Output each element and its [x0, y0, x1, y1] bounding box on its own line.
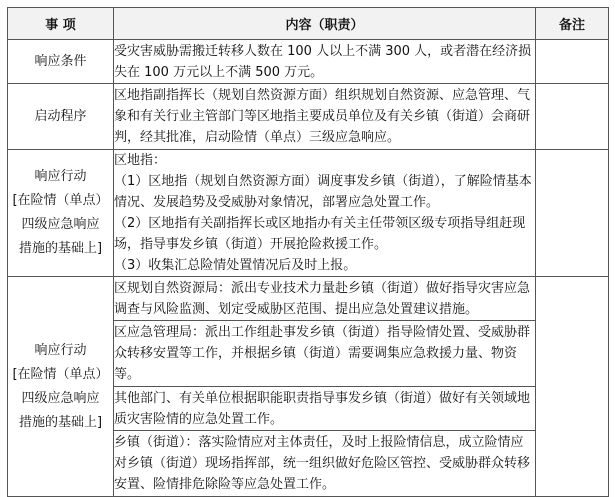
- row-key-start: 启动程序: [8, 84, 114, 150]
- row-note-action1: [536, 150, 609, 277]
- row-content-action2-item1: 区规划自然资源局：派出专业技术力量赴乡镇（街道）做好指导灾害应急调查与风险监测、划定受威胁区范围、提出应急处置建议措施。: [114, 277, 536, 321]
- key-line: 措施的基础上]: [18, 241, 103, 256]
- key-line: 措施的基础上]: [18, 414, 103, 430]
- row-key-action2: [8, 277, 114, 497]
- row-key-action1: [8, 150, 114, 277]
- row-content-action1: [114, 150, 536, 277]
- content-line: （3）收集汇总险情处置情况后及时上报。: [114, 258, 357, 273]
- row-note-start: [536, 84, 609, 150]
- key-line: 四级应急响应: [21, 217, 100, 232]
- header-item: 事 项: [8, 8, 114, 40]
- row-content-action2-item3: 其他部门、有关单位根据职能职责指导事发乡镇（街道）做好有关领域地质灾害险情的应急处置工作。: [114, 387, 536, 431]
- header-row: [8, 8, 609, 40]
- key-line: 响应行动: [34, 169, 87, 184]
- header-note: 备注: [536, 8, 609, 40]
- key-line: [在险情（单点）: [12, 366, 109, 382]
- row-note-action2: [536, 277, 609, 497]
- row-content-start: 区地指副指挥长（规划自然资源方面）组织规划自然资源、应急管理、气象和有关行业主管部门等区地指主要成员单位及有关乡镇（街道）会商研判，经其批准，启动险情（单点）三级应急响应。: [114, 84, 536, 150]
- row-content-action2-item4: 乡镇（街道）：落实险情应对主体责任，及时上报险情信息，成立险情应对乡镇（街道）现场指挥部，统一组织做好危险区管控、受威胁群众转移安置、险情排危除险等应急处置工作。: [114, 431, 536, 497]
- key-line: 四级应急响应: [21, 390, 100, 406]
- header-content: 内容（职责）: [114, 8, 536, 40]
- table-row: [8, 84, 609, 150]
- key-line: [在险情（单点）: [12, 193, 109, 208]
- response-table: [7, 7, 609, 497]
- row-key-condition: 响应条件: [8, 40, 114, 84]
- row-content-action2-item2: 区应急管理局：派出工作组赴事发乡镇（街道）指导险情处置、受威胁群众转移安置等工作，并根据乡镇（街道）需要调集应急救援力量、物资等。: [114, 321, 536, 387]
- content-line: 区地指：: [114, 153, 167, 168]
- row-note-condition: [536, 40, 609, 84]
- content-line: （2）区地指有关副指挥长或区地指办有关主任带领区级专项指导组赶现场，指导事发乡镇（街道）开展抢险救援工作。: [114, 216, 526, 252]
- row-content-condition: 受灾害威胁需搬迁转移人数在 100 人以上不满 300 人，或者潜在经济损失在 100 万元以上不满 500 万元。: [114, 40, 536, 84]
- content-line: （1）区地指（规划自然资源方面）调度事发乡镇（街道），了解险情基本情况、发展趋势及受威胁对象情况，部署应急处置工作。: [114, 174, 532, 210]
- key-line: 响应行动: [34, 342, 87, 358]
- table-row: [8, 40, 609, 84]
- table-row: [8, 150, 609, 277]
- table-row: [8, 277, 609, 321]
